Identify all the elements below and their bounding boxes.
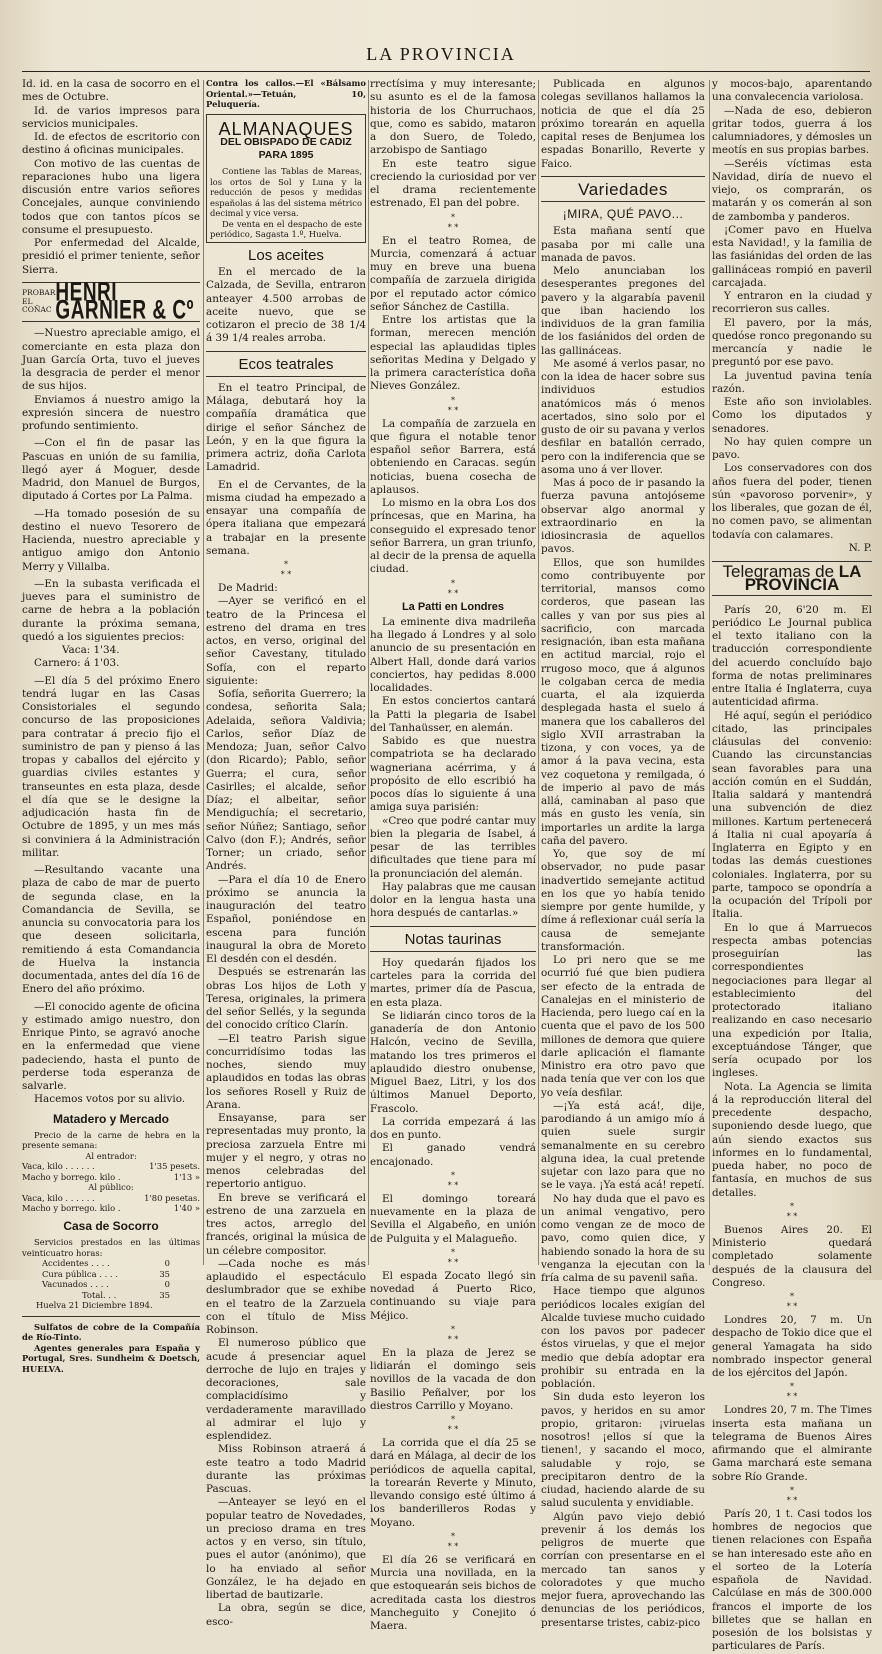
paragraph: En el mercado de la Calzada, de Sevilla, entraron anteayer 4.500 arrobas de aceite nuevo, que se cotizaron el precio de 38 1/4 á 39 1/4 reales arroba. <box>206 266 366 345</box>
header-rule <box>22 71 870 72</box>
paragraph: En lo que á Marruecos respecta ambas potencias proseguirían las correspondientes negociaciones para llegar al establecimiento del protectorado italiano realizando en caso necesario una expedición por Italia, exceptuándose Tánger, que sería ocupado por los ingleses. <box>712 921 872 1080</box>
matadero-row: Macho y borrego. kilo . 1'13 » <box>22 1171 200 1182</box>
paragraph: Nota. La Agencia se limita á la reproducción literal del precedente despacho, suponiendo desde luego, que aún siendo exactos sus informes en lo fundamental, pueda haber, no poco de fantasía, en muchos de sus detalles. <box>712 1080 872 1199</box>
paragraph: Mas á poco de ir pasando la fuerza pavuna antojóseme observar algo anormal y extraordinario en la idiosincrasia de aquellos pavos. <box>541 477 705 556</box>
paragraph: Ellos, que son humildes como contribuyente por territorial, mansos como corderos, que pasean las calles y van por sus pies al sacrificio, con marcada resignación, iban esta mañana en actitud marcial, rojo el rrugoso moco, que á algunos le colgaban cerca de media cuarta, el ala izquierda desplegada hasta el suelo á manera que los caballeros del siglo XVII arrastraban la tizona, y con voces, ya de amor á la pava vecina, esta vez coquetona y remilgada, ó de imperio al pavo de más allá, caminaban al paso que más en gusto les venía, sin importarles un ardite la larga caña del pavero. <box>541 556 705 847</box>
column-5 <box>712 78 872 1653</box>
paragraph: —Resultando vacante una plaza de cabo de mar de puerto de segunda clase, en la Comandancia de Sevilla, se anuncia su convocatoria para los que deseen solicitarla, remitiendo á esta Comandancia de Huelva la instancia documentada, antes del día 16 de Enero del año próximo. <box>22 864 201 996</box>
matadero-row: Vaca, kilo . . . . . . 1'35 pesets. <box>22 1161 200 1172</box>
masthead: LA PROVINCIA <box>366 44 516 64</box>
paragraph: El numeroso público que acude á presenciar aquel derroche de lujo en trajes y decoraciones, sale complacidísimo y verdaderamente maravillado al admirar el lujo y esplendidez. <box>206 1337 366 1442</box>
paragraph: Enviamos á nuestro amigo la expresión sincera de nuestro profundo sentimiento. <box>22 393 200 432</box>
paragraph: «Creo que podré cantar muy bien la plegaria de Isabel, á pesar de las terribles dificultades que tiene para mí la pronunciación del alemán. <box>370 814 536 880</box>
almanaques-venta: De venta en el despacho de este periódico, Sagasta 1.º, Huelva. <box>210 218 362 240</box>
divider <box>370 951 536 952</box>
paragraph: De Madrid: <box>218 582 278 594</box>
socorro-row: Accidentes . . . . 0 <box>42 1258 170 1268</box>
ornament: * * * <box>786 1382 798 1402</box>
paragraph: Hoy quedarán fijados los carteles para la corrida del martes, primer día de Pascua, en esta plaza. <box>370 956 536 1009</box>
ornament: * * * <box>447 395 459 415</box>
column-divider <box>368 80 369 1265</box>
paragraph: En el teatro Principal, de Málaga, debutará hoy la compañía dramática que dirige el señor Sánchez de León, y en la que figura la primera actriz, doña Carlota Lamadrid. <box>206 381 366 474</box>
agentes-ad: Agentes generales para España y Portugal, Sres. Sundheim & Doetsch, HUELVA. <box>22 1342 200 1374</box>
ornament: * * * <box>786 1292 798 1311</box>
paragraph: En estos conciertos cantará la Patti la plegaria de Isabel del Tanhaüsser, en alemán. <box>370 695 536 734</box>
paragraph: La compañía de zarzuela en que figura el notable tenor español señor Barrera, está obteniendo en Caracas. según noticias, buena cosecha de aplausos. <box>370 417 536 496</box>
paragraph: Sabido es que nuestra compatriota se ha declarado wagneriana acérrima, y á propósito de ello escribió ha pocos días lo siguiente á una amiga suya parisién: <box>370 735 536 814</box>
paragraph: Miss Robinson atraerá á este teatro a todo Madrid durante las próximas Pascuas. <box>206 1443 366 1495</box>
paragraph: Se lidiarán cinco toros de la ganadería de don Antonio Halcón, vecino de Sevilla, matando los tres primeros el aplaudido diestro onubense, Miguel Baez, Litri, y los dos últimos Manuel Deporto, Frascolo. <box>370 1009 536 1115</box>
column-divider <box>203 80 204 1265</box>
section-title-matadero: Matadero y Mercado <box>52 1111 170 1126</box>
socorro-total: Total. . . 35 <box>82 1289 170 1300</box>
column-divider <box>538 80 539 1265</box>
paragraph: Lo mismo en la obra Los dos príncesas, que en Marina, ha conseguido el expresado tenor señor Barrera, un gran triunfo, al decir de la prensa de aquella ciudad. <box>370 497 536 576</box>
paragraph: Yo, que soy de mí observador, no pude pasar inadvertido semejante actitud en los que yo había tenido siempre por gente humilde, y díme á reflexionar cuál sería la causa de semejante transformación. <box>541 848 705 953</box>
section-title-notas: Notas taurinas <box>404 930 502 948</box>
paragraph: —¡Ya está acá!, dije, parodiando á un amigo mío á quien suele surgir semanalmente en su cerebro alguna idea, la cual pretende sujetar con lazo para que no se le vaya. ¡Ya está acá! repetí. <box>541 1099 705 1192</box>
paragraph: Melo anunciaban los desesperantes pregones del pavero y la algarabía pavenil que iban haciendo los individuos de la gran familia de los fasiánidos del orden de las gallináceas. <box>541 265 705 357</box>
paragraph: Id. id. en la casa de socorro en el mes de Octubre. <box>22 78 200 104</box>
sulfatos-ad: Sulfatos de cobre de la Compañía de Río-Tinto. <box>22 1321 200 1342</box>
paragraph: En la plaza de Jerez se lidiarán el domingo seis novillos de la vacada de don Basilio Peñalver, por los diestros Carrillo y Moyano. <box>370 1346 536 1412</box>
almanaques-subtitle: DEL OBISPADO DE CADIZ PARA 1895 <box>220 135 352 161</box>
matadero-intro: Precio de la carne de hebra en la presente semana: <box>22 1129 200 1151</box>
ornament: * * * <box>447 1170 459 1190</box>
column-2 <box>206 78 366 1628</box>
column-divider <box>709 80 710 1265</box>
divider <box>370 926 536 927</box>
cognac-ad <box>22 277 200 326</box>
matadero-row: Vaca, kilo . . . . . . 1'80 pesetas. <box>22 1192 200 1203</box>
ornament: * * * <box>786 1201 798 1221</box>
paragraph: La eminente diva madrileña ha llegado á Londres y al solo anuncio de su presentación en Albert Hall, donde dará varios conciertos, hay pedidas 8.000 localidades. <box>370 615 536 694</box>
column-1 <box>22 78 201 1374</box>
paragraph: Después se estrenarán las obras Los hijos de Loth y Teresa, originales, la primera del señor Sellés, y la segunda del conocido crítico Clarín. <box>206 966 366 1032</box>
socorro-date: Huelva 21 Diciembre 1894. <box>36 1300 153 1310</box>
divider <box>22 1316 200 1317</box>
paragraph: Sin duda esto leyeron los pavos, y heridos en su amor propio, gritaron: ¡viruelas nosotros! ¡ellos sí que la tienen!, y sacando el moco, saludable y rojo, se precipitaron dentro de la ciudad, haciendo alarde de su salud suculenta y envidiable. <box>541 1391 705 1510</box>
paragraph: El domingo toreará nuevamente en la plaza de Sevilla el Algabeño, en unión de Pulguita y el Malagueño. <box>370 1192 536 1245</box>
paragraph: Publicada en algunos colegas sevillanos hallamos la noticia de que el día 25 próximo torearán en aquella capital reses de Benjumea los espadas Bonarillo, Reverte y Faico. <box>541 78 705 170</box>
almanaques-ad <box>206 114 366 243</box>
paragraph: París 20, 6'20 m. El periódico Le Journal publica el texto italiano con la traducción correspondiente del acuerdo concluído bajo forma de notas preliminares entre Italia é Inglaterra, cuya autenticidad afirma. <box>712 603 872 709</box>
paragraph: Ensayanse, para ser representadas muy pronto, la preciosa zarzuela Entre mi mujer y el negro, y otras no menos celebradas del repertorio antiguo. <box>206 1112 366 1191</box>
paragraph: Algún pavo viejo debió prevenir á los demás los peligros de muerte que corrían con presentarse en el mercado tan sanos y coloradotes y que mucho mejor fuera, aprovechando las denuncias de los periódicos, presentarse tristes, cabiz-pico <box>541 1510 705 1629</box>
paragraph: En el teatro Romea, de Murcia, comenzará á actuar muy en breve una buena compañía de zarzuela dirigida por el reputado actor cómico señor Sánchez de Castilla. <box>370 234 536 313</box>
paragraph: —Nuestro apreciable amigo, el comerciante en esta plaza don Juan García Orta, tuvo el jueves la desgracia de perder el menor de sus hijos. <box>22 327 200 393</box>
paragraph: —Seréis víctimas esta Navidad, diría de nuevo el viejo, os comprarán, os matarán y os comerán al son de zambomba y panderos. <box>712 157 872 223</box>
paragraph: —En la subasta verificada el jueves para el suministro de carne de hebra a la población durante la próxima semana, quedó a los siguientes precios: <box>22 577 200 643</box>
paragraph: Hace tiempo que algunos periódicos locales exigían del Alcalde tuviese mucho cuidado con los pavos por padecer éstos viruelas, y que el mejor medio que debía adoptar era prohibir su entrada en la población. <box>541 1285 705 1390</box>
paragraph: Hay palabras que me causan dolor en la lengua hasta una hora después de cantarlas.» <box>370 880 536 920</box>
paragraph: Id. de varios impresos para servicios municipales. <box>22 104 200 130</box>
ornament: * * * <box>447 1415 459 1434</box>
ornament: * * * <box>447 212 459 232</box>
paragraph: En breve se verificará el estreno de una zarzuela en tres actos, arreglo del francés, original la música de un célebre compositor. <box>206 1191 366 1257</box>
paragraph: —Nada de eso, debieron gritar todos, guerra á los calumniadores, y démosles un meotís en sus propias barbes. <box>712 104 872 157</box>
signature: N. P. <box>848 541 872 554</box>
paragraph: Por enfermedad del Alcalde, presidió el primer teniente, señor Sierra. <box>22 237 200 276</box>
section-title-telegramas: Telegramas de LA PROVINCIA <box>712 561 872 596</box>
paragraph: Buenos Aires 20. El Ministerio quedará completado solamente después de la clausura del Congreso. <box>712 1223 872 1289</box>
socorro-row: Cura pública . . . . 35 <box>42 1268 170 1279</box>
almanaques-title: ALMANAQUES <box>218 118 354 139</box>
column-4 <box>541 78 705 1629</box>
ornament: * * * <box>447 1324 459 1344</box>
paragraph: rrectísima y muy interesante; su asunto es el de la famosa historia de los Churruchaos, que, como es sabido, mataron a don Suero, de Toledo, arzobispo de Santiago <box>370 78 536 157</box>
socorro-intro: Servicios prestados en las últimas veinticuatro horas: <box>22 1237 200 1258</box>
matadero-table <box>22 1130 200 1214</box>
socorro-row: Vacunados . . . . 0 <box>42 1279 170 1289</box>
paragraph: La corrida empezará á las dos en punto. <box>370 1115 536 1141</box>
column-3 <box>370 78 536 1632</box>
paragraph: —Ha tomado posesión de su destino el nuevo Tesorero de Hacienda, nuestro apreciable y antiguo amigo don Antonio Merry y Villalba. <box>22 507 200 573</box>
ornament: * * * <box>447 1247 459 1267</box>
paragraph: Y entraron en la ciudad y recorrieron sus calles. <box>712 290 872 316</box>
paragraph: Lo pri nero que se me ocurrió fué que bien pudiera ser efecto de la entrada de Canalejas en el ministerio de Hacienda, pero luego caí en la cuenta que el pavo de los 500 millones de demora que quiere darle aplicación el flamante Ministro era otro pavo que nada tenía que ver con los que yo veía desfilar. <box>541 954 705 1099</box>
ornament: * * * <box>786 1485 798 1505</box>
paragraph: —El día 5 del próximo Enero tendrá lugar en las Casas Consistoriales el segundo concurso de las proposiciones para contratar á precio fijo el suministro de pan y pienso á las tropas y caballos del ejército y guardias civiles estantes y transeuntes en esta plaza, desde el día que se le designe la adjudicación hasta fin de Octubre de 1895, y un mes más si conviniera á la Administración militar. <box>22 674 200 859</box>
cognac-ad-left: PROBAR EL COÑAC <box>22 288 56 315</box>
cognac-ad-brand: HENRI GARNIER & Cº <box>55 277 194 326</box>
paragraph: No hay duda que el pavo es un animal vengativo, pero como vengan ze de moco de pavo, como quien dice, y habiendo sonado la hora de su venganza la ejecutan con la fría calma de su pavenil saña. <box>541 1192 705 1284</box>
paragraph: y mocos-bajo, aparentando una convalecencia variolosa. <box>712 78 872 104</box>
paragraph: —Con el fin de pasar las Pascuas en unión de su familia, llegó ayer á Moguer, desde Madrid, don Manuel de Burgos, diputado á Cortes por La Palma. <box>22 437 200 503</box>
matadero-subhead: Al entrador: <box>85 1150 137 1161</box>
paragraph: Id. de efectos de escritorio con destino á oficinas municipales. <box>22 131 200 157</box>
section-title-aceites: Los aceites <box>248 246 324 264</box>
section-title-ecos: Ecos teatrales <box>238 355 334 373</box>
paragraph: El día 26 se verificará en Murcia una novillada, en la que estoquearán seis bichos de acreditada casta los diestros Mancheguito y Conejito ó Maera. <box>370 1553 536 1632</box>
paragraph: —Ayer se verificó en el teatro de la Princesa el estreno del drama en tres actos, en verso, original del señor Cavestany, titulado Sofía, con el reparto siguiente: <box>206 595 366 687</box>
paragraph: —Anteayer se leyó en el popular teatro de Novedades, un precioso drama en tres actos y en verso, sin título, pues el autor (anónimo), que lo ha enviado al señor González, le ha dejado en libertad de bautizarle. <box>206 1496 366 1601</box>
paragraph: —El conocido agente de oficina y estimado amigo nuestro, don Enrique Pinto, se agravó anoche en la enfermedad que viene padeciendo, hasta el punto de perderse toda esperanza de salvarle. <box>22 1000 200 1092</box>
divider <box>206 351 366 352</box>
socorro-table <box>22 1237 200 1311</box>
divider <box>541 176 705 177</box>
paragraph: La obra, según se dice, esco- <box>206 1602 366 1628</box>
paragraph: En el de Cervantes, de la misma ciudad ha empezado a ensayar una compañía de ópera italiana que empezará a trabajar en la presente semana. <box>206 478 366 557</box>
paragraph: —Para el día 10 de Enero próximo se anuncia la inauguración del teatro Español, poniéndose en escena para función inaugural la obra de Moreto El desdén con el desdén. <box>206 873 366 965</box>
paragraph: Los conservadores con dos años fuera del poder, tienen sún «pavoroso porvenir», y los liberales, que gozan de él, no comen pavo, se alimentan todavía con calamares. <box>712 462 872 541</box>
price-line: Vaca: 1'34. <box>62 644 120 656</box>
paragraph: En este teatro sigue creciendo la curiosidad por ver el drama recientemente estrenado, El pan del pobre. <box>370 157 536 210</box>
paragraph: Entre los artistas que la forman, merecen mención especial las aplaudidas tiples señoritas Medina y Delgado y la primera característica doña Nieves González. <box>370 314 536 393</box>
paragraph: El ganado vendrá encajonado. <box>370 1142 536 1168</box>
callos-ad: Contra los callos.—El «Bálsamo Oriental.»—Tetuán, 10, Peluquería. <box>206 78 366 109</box>
paragraph: Londres 20, 7 m. Un despacho de Tokio dice que el general Yamagata ha sido nombrado inspector general de los ejércitos del Japón. <box>712 1314 872 1379</box>
divider <box>206 376 366 377</box>
paragraph: La juventud pavina tenía razón. <box>712 369 872 395</box>
paragraph: Me asomé á verlos pasar, no con la idea de hacer sobre sus individuos estudios anatómicos más ó menos acertados, sino solo por el gusto de oir su pavana y verlos desfilar en batallón cerrado, pero con la indiferencia que se asoma uno á ver llover. <box>541 357 705 476</box>
paragraph: El pavero, por la más, quedóse ronco pregonando su mercancía y nadie le preguntó por ese pavo. <box>712 316 872 369</box>
paragraph: —El teatro Parish sigue concurridísimo todas las noches, siendo muy aplaudidos en todas las obras los señores Rosell y Ruiz de Arana. <box>206 1032 366 1111</box>
section-title-socorro: Casa de Socorro <box>63 1218 159 1233</box>
paragraph: La corrida que el día 25 se dará en Málaga, al decir de los periódicos de aquella capital, la torearán Reverte y Minuto, llevando consigo esté último á los banderilleros Rodas y Moyano. <box>370 1437 536 1529</box>
divider <box>541 201 705 202</box>
paragraph: Hacemos votos por su alivio. <box>34 1093 186 1106</box>
paragraph: Esta mañana sentí que pasaba por mi calle una manada de pavos. <box>541 225 705 264</box>
paragraph: —Cada noche es más aplaudido el espectáculo deslumbrador que se exhibe en el teatro de la Zarzuela con el título de Miss Robinson. <box>206 1257 366 1336</box>
paragraph: Con motivo de las cuentas de reparaciones hubo una ligera discusión entre varios señores Concejales, aunque conviniendo todos que con tantos pícos se consume el presupuesto. <box>22 157 200 236</box>
paragraph: Sofía, señorita Guerrero; la condesa, señorita Sala; Adelaida, señora Valdivia; Carlos, señor Díaz de Mendoza; Juan, señor Calvo (don Ricardo); Pablo, señor Guerra; el cura, señor Casirlles; el alcalde, señor Díaz; el albeitar, señor Mendiguchía; el secretario, señor Núñez; Santiago, señor Calvo (don F.); Andrés, señor Torner; un criado, señor Andrés. <box>206 688 366 873</box>
paragraph: El espada Zocato llegó sin novedad á Puerto Rico, continuando su viaje para Méjico. <box>370 1269 536 1322</box>
ornament: * * * <box>280 560 292 579</box>
article-title-pavo: ¡MIRA, QUÉ PAVO... <box>562 207 684 221</box>
section-title-patti: La Patti en Londres <box>401 600 505 613</box>
price-line: Carnero: á 1'03. <box>34 657 120 670</box>
paragraph: Hé aquí, según el periódico citado, las principales cláusulas del convenio: Cuando las circunstancias sean favorables para una acción común en el Suddán, Italia saldará y mantendrá una subvención de diez millones. Kartum pertenecerá á Italia ni cual apoyaría á Inglaterra en Egipto y en todas las demás cuestiones coloniales. Inglaterra, por su parte, tampoco se opondría a la ocupación del Trípoli por Italia. <box>712 709 872 921</box>
paragraph: Londres 20, 7 m. The Times inserta esta mañana un telegrama de Buenos Aires afirmando que el almirante Gama marchará este semana sobre Río Grande. <box>712 1404 872 1483</box>
matadero-subhead: Al público: <box>88 1182 134 1193</box>
ornament: * * * <box>447 1531 459 1551</box>
paragraph: ¡Comer pavo en Huelva esta Navidad!, y la familia de las fasiánidas del orden de las gallináceas rompió en paveril carcajada. <box>712 223 872 289</box>
almanaques-body: Contiene las Tablas de Mareas, los ortos de Sol y Luna y la reducción de pesos y medidas españolas á las del sistema métrico decimal y vice versa. <box>210 166 362 219</box>
section-title-variedades: Variedades <box>578 179 668 199</box>
matadero-row: Macho y borrego. kilo . 1'40 » <box>22 1203 200 1214</box>
paragraph: Este año son inviolables. Como los diputados y senadores. <box>712 396 872 435</box>
ornament: * * * <box>447 578 459 598</box>
paragraph: París 20, 1 t. Casi todos los hombres de negocios que tienen relaciones con España se han interesado este año en el sorteo de la Lotería española de Navidad. Calcúlase en más de 300.000 francos el importe de los billetes que se hallan en posesión de los bolsistas y particulares de París. <box>712 1507 872 1653</box>
paragraph: No hay quien compre un pavo. <box>712 435 872 461</box>
